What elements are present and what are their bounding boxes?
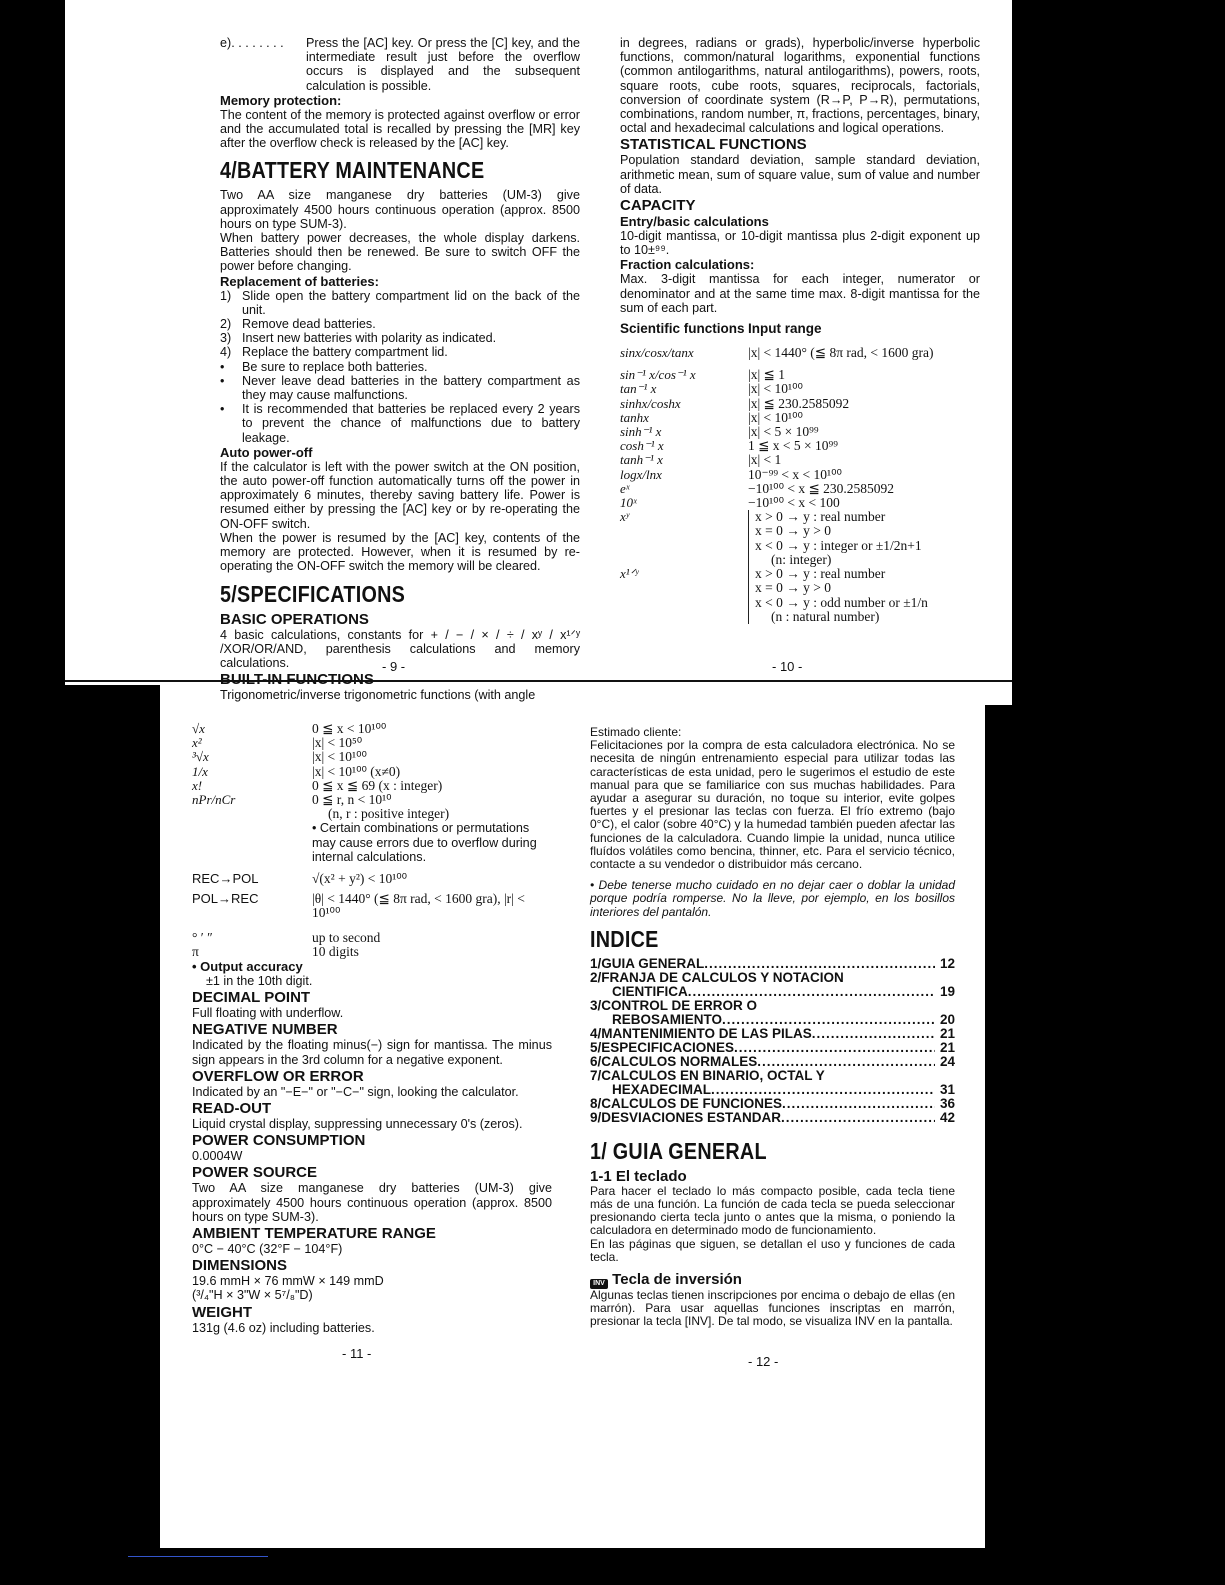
list-item: 3) Insert new batteries with polarity as indicated. [220, 331, 497, 346]
built-in-functions-text: Trigonometric/inverse trigonometric functions (with angle [220, 688, 536, 703]
decimal-point-text: Full floating with underflow. [192, 1006, 344, 1021]
toc-item[interactable]: 9/DESVIACIONES ESTANDAR ..... 42 [590, 1111, 955, 1125]
table-row-fn: √x [192, 721, 205, 736]
toc-item[interactable]: 6/CALCULOS NORMALES ..... 24 [590, 1055, 955, 1069]
col-header-input-range: Input range [748, 321, 822, 337]
list-item: 1) Slide open the battery compartment lid on the back of the unit. [220, 288, 580, 317]
inv-key-icon: INV [590, 1279, 608, 1289]
replacement-steps [220, 289, 580, 445]
care-note: • Debe tenerse mucho cuidado en no dejar caer o doblar la unidad porque podría romperse. No la lleve, por ejemplo, en los bosillos interiores del pantalón. [590, 878, 955, 919]
table-row-range: |x| < 10¹⁰⁰ (x≠0) [312, 763, 401, 779]
power-consumption-heading: POWER CONSUMPTION [192, 1132, 366, 1150]
salutation: Estimado cliente: [590, 725, 682, 739]
ambient-temperature-text: 0°C − 40°C (32°F − 104°F) [192, 1242, 343, 1257]
table-row-range: 10⁻⁹⁹ < x < 10¹⁰⁰ [748, 466, 842, 482]
table-row-range: 0 ≦ r, n < 10¹⁰ [312, 792, 392, 808]
e-item-label: e). . . . . . . . [220, 36, 284, 50]
list-item: 4) Replace the battery compartment lid. [220, 345, 448, 360]
toc-item[interactable]: CIENTIFICA ..... 19 [590, 985, 955, 999]
table-row-fn: tan⁻¹ x [620, 381, 657, 397]
table-row-range: |x| ≦ 230.2585092 [748, 395, 850, 411]
teclado-text-2: En las páginas que siguen, se detallan el uso y funciones de cada tecla. [590, 1236, 955, 1264]
dimensions-text: 19.6 mmH × 76 mmW × 149 mmD [192, 1274, 384, 1289]
statistical-functions-text: Population standard deviation, sample standard deviation, arithmetic mean, sum of square value, sum of value and number of data. [620, 153, 980, 196]
table-of-contents [590, 957, 955, 1125]
list-item: • Never leave dead batteries in the battery compartment as they may cause malfunctions. [220, 373, 580, 403]
weight-heading: WEIGHT [192, 1303, 252, 1321]
ambient-temperature-heading: AMBIENT TEMPERATURE RANGE [192, 1225, 436, 1243]
table-row-fn: ³√x [192, 749, 209, 765]
dimensions-inches: (³/₄"H × 3"W × 5⁷/₈"D) [192, 1288, 313, 1303]
functions-intro-text: in degrees, radians or grads), hyperbolic/inverse hyperbolic functions, common/natural logarithms, exponential functions (common antilogarithms, natural antilogarithms), powers, roots, square roots, cube roots, squares, reciprocals, factorials, conversion of coordinate system (R→P, P→R), permutations, combinations, random number, π, fractions, percentages, binary, octal and hexadecimal calculations and logical operations. [620, 36, 980, 136]
pol-rec-range: |θ| < 1440° (≦ 8π rad, < 1600 gra), |r| < 10¹⁰⁰ [312, 891, 525, 921]
page-10 [620, 36, 980, 624]
table-row-range: |x| < 10¹⁰⁰ [748, 409, 803, 425]
fraction-text: Max. 3-digit mantissa for each integer, numerator or denominator and at the same time max. 8-digit mantissa for the sum of each part. [620, 272, 980, 315]
table-row-fn: logx/lnx [620, 466, 662, 482]
dms-label: ° ′ ″ [192, 929, 213, 945]
left-black-border-top [0, 0, 65, 705]
e-item-text: Press the [AC] key. Or press the [C] key, and the intermediate result just before the overflow occurs is displayed and the subsequent calculation is possible. [306, 36, 580, 93]
table-row-fn: x² [192, 735, 202, 751]
battery-paragraph-2: When battery power decreases, the whole display darkens. Batteries should then be renewed. Be sure to switch OFF the power before changing. [220, 231, 580, 274]
table-row-range: |x| < 1440° (≦ 8π rad, < 1600 gra) [748, 345, 934, 361]
page-number-10: - 10 - [772, 659, 803, 674]
toc-item[interactable]: 4/MANTENIMIENTO DE LAS PILAS ..... 21 [590, 1027, 955, 1041]
power-source-text: Two AA size manganese dry batteries (UM-3) give approximately 4500 hours continuous operation (approx. 8500 hours on type SUM-3). [192, 1181, 552, 1224]
negative-number-text: Indicated by the floating minus(−) sign for mantissa. The minus sign appears in the 3rd column for a negative exponent. [192, 1038, 552, 1067]
memory-protection-text: The content of the memory is protected against overflow or error and the accumulated total is recalled by pressing the [MR] key after the overflow check is released by the [AC] key. [220, 107, 580, 151]
table-row-fn: 1/x [192, 763, 208, 779]
page-12 [590, 726, 955, 1329]
basic-operations-heading: BASIC OPERATIONS [220, 610, 369, 628]
dms-range: up to second [312, 929, 381, 945]
weight-text: 131g (4.6 oz) including batteries. [192, 1320, 375, 1335]
table-row-range: |x| < 10⁵⁰ [312, 735, 363, 751]
entry-text: 10-digit mantissa, or 10-digit mantissa plus 2-digit exponent up to 10±⁹⁹. [620, 229, 980, 258]
table-row-range: |x| < 5 × 10⁹⁹ [748, 424, 819, 440]
dimensions-heading: DIMENSIONS [192, 1257, 288, 1275]
list-item: • Be sure to replace both batteries. [220, 359, 428, 374]
right-black-border-top [1012, 0, 1225, 705]
inv-heading-row [590, 1272, 955, 1289]
toc-item[interactable]: 7/CALCULOS EN BINARIO, OCTAL Y [590, 1067, 825, 1083]
page-number-9: - 9 - [382, 659, 406, 674]
table-row-range: −10¹⁰⁰ < x ≦ 230.2585092 [748, 480, 895, 496]
specifications-heading: 5/SPECIFICATIONS [220, 580, 406, 607]
table-row-range: |x| ≦ 1 [748, 367, 785, 383]
range-table-continued [192, 722, 552, 959]
intro-text: Felicitaciones por la compra de esta calculadora electrónica. No se necesita de ningún entrenamiento especial para utilizar todas las características de esta unidad, pero le sugerimos el estudio de este manual para que se familiarice con sus muchas habilidades. Para ayudar a asegurar su duración, no toque su interior, evite golpes fuertes y el presionar las teclas con fuerza. El frío extremo (bajo 0°C), el calor (sobre 40°C) y la humedad también pueden afectar las funciones de la calculadora. Cuando limpie la unidad, nunca utilice fluídos volátiles como bencina, thinner, etc. Para el servicio técnico, contacte a su vendedor o distribuidor más cercano. [590, 738, 955, 872]
table-row-fn: nPr/nCr [192, 792, 236, 808]
overflow-heading: OVERFLOW OR ERROR [192, 1067, 364, 1085]
battery-maintenance-heading: 4/BATTERY MAINTENANCE [220, 157, 485, 184]
pi-label: π [192, 943, 199, 959]
auto-power-off-heading: Auto power-off [220, 444, 313, 460]
teclado-heading: 1-1 El teclado [590, 1167, 687, 1185]
power-conditions: x > 0 → y : real number x = 0 → y > 0 x < 0 → y : integer or ±1/2n+1 (n: integer) [748, 510, 980, 567]
fraction-heading: Fraction calculations: [620, 257, 755, 273]
statistical-functions-heading: STATISTICAL FUNCTIONS [620, 136, 807, 154]
left-black-border-bottom [0, 685, 160, 1585]
built-in-functions-heading: BUILT-IN FUNCTIONS [220, 671, 374, 689]
read-out-heading: READ-OUT [192, 1100, 272, 1118]
table-row-range: −10¹⁰⁰ < x < 100 [748, 495, 840, 511]
power-consumption-text: 0.0004W [192, 1149, 243, 1164]
table-row-range: 0 ≦ x ≦ 69 (x : integer) [312, 777, 443, 793]
basic-operations-text: 4 basic calculations, constants for + / − / × / ÷ / xʸ / x¹ᐟʸ /XOR/OR/AND, parenthesis calculations and memory calculations. [220, 627, 580, 670]
inv-text: Algunas teclas tienen inscripciones por encima o debajo de ellas (en marrón). Para usar aquellas funciones inscriptas en marrón, presionar la tecla [INV]. De tal modo, se visualiza INV en la pantalla. [590, 1288, 955, 1329]
table-row-fn: tanhx [620, 409, 649, 425]
input-range-table [620, 321, 980, 624]
teclado-text: Para hacer el teclado lo más compacto posible, cada tecla tiene más de una función. La función de cada tecla se pueda seleccionar presionando cierta tecla junto o antes que la misma, o poniendo la calculadora en determinado modo de funcionamiento. [590, 1183, 955, 1238]
toc-item[interactable]: HEXADECIMAL ..... 31 [590, 1083, 955, 1097]
indice-heading: INDICE [590, 925, 659, 952]
table-row-fn: eˣ [620, 480, 630, 496]
capacity-heading: CAPACITY [620, 197, 696, 215]
table-row-range: |x| < 1 [748, 452, 782, 468]
right-black-border-bottom [985, 705, 1225, 1585]
page-11 [192, 722, 552, 1335]
npr-note: (n, r : positive integer) [328, 806, 450, 822]
overflow-text: Indicated by an "−E−" or "−C−" sign, looking the calculator. [192, 1084, 519, 1099]
negative-number-heading: NEGATIVE NUMBER [192, 1021, 338, 1039]
inv-heading: Tecla de inversión [612, 1271, 742, 1289]
power-source-heading: POWER SOURCE [192, 1164, 318, 1182]
table-row-fn: 10ˣ [620, 495, 637, 511]
page-number-12: - 12 - [748, 1354, 779, 1369]
toc-item[interactable]: 3/CONTROL DE ERROR O [590, 997, 758, 1013]
memory-protection-heading: Memory protection: [220, 92, 342, 108]
rec-pol-label: REC→POL [192, 871, 259, 887]
root-conditions: x > 0 → y : real number x = 0 → y > 0 x < 0 → y : odd number or ±1/n (n : natural number) [748, 567, 980, 624]
read-out-text: Liquid crystal display, suppressing unnecessary 0's (zeros). [192, 1117, 523, 1132]
table-row-fn: sinhx/coshx [620, 395, 681, 411]
table-row-fn: x! [192, 777, 203, 793]
table-row-range: 0 ≦ x < 10¹⁰⁰ [312, 721, 387, 736]
root-label: x¹ᐟʸ [620, 566, 639, 582]
table-row-range: |x| < 10¹⁰⁰ [312, 749, 367, 765]
power-label: xʸ [620, 509, 630, 525]
pi-range: 10 digits [312, 943, 359, 959]
table-row-range: |x| < 10¹⁰⁰ [748, 381, 803, 397]
auto-power-off-text-2: When the power is resumed by the [AC] key, contents of the memory are protected. However, when it is resumed by re-operating the ON-OFF switch the memory will be cleared. [220, 530, 580, 574]
toc-item[interactable]: 8/CALCULOS DE FUNCIONES ..... 36 [590, 1097, 955, 1111]
toc-item[interactable]: REBOSAMIENTO ..... 20 [590, 1013, 955, 1027]
toc-item[interactable]: 2/FRANJA DE CALCULOS Y NOTACION [590, 969, 844, 985]
pol-rec-label: POL→REC [192, 891, 259, 907]
output-accuracy-heading: • Output accuracy [192, 959, 303, 975]
output-accuracy-text: ±1 in the 10th digit. [206, 974, 313, 989]
table-row-range: 1 ≦ x < 5 × 10⁹⁹ [748, 438, 838, 454]
table-row-fn: sin⁻¹ x/cos⁻¹ x [620, 367, 696, 383]
list-item: 2) Remove dead batteries. [220, 317, 376, 332]
page-9 [220, 36, 580, 702]
bottom-black-border [0, 1548, 1225, 1585]
table-row-fn: tanh⁻¹ x [620, 452, 663, 468]
replacement-heading: Replacement of batteries: [220, 273, 379, 289]
col-header-functions: Scientific functions [620, 321, 745, 337]
table-row-fn: cosh⁻¹ x [620, 438, 664, 454]
bottom-blue-rule [128, 1556, 268, 1557]
table-row-fn: sinx/cosx/tanx [620, 345, 694, 361]
rec-pol-range: √(x² + y²) < 10¹⁰⁰ [312, 871, 408, 887]
toc-item[interactable]: 1/GUIA GENERAL ..... 12 [590, 957, 955, 971]
table-row-fn: sinh⁻¹ x [620, 424, 662, 440]
guia-general-heading: 1/ GUIA GENERAL [590, 1137, 767, 1164]
entry-heading: Entry/basic calculations [620, 214, 769, 230]
decimal-point-heading: DECIMAL POINT [192, 989, 311, 1007]
page-number-11: - 11 - [342, 1346, 372, 1361]
list-item: • It is recommended that batteries be replaced every 2 years to prevent the chance of malfunctions due to battery leakage. [220, 402, 580, 445]
npr-warning: • Certain combinations or permutations may cause errors due to overflow during internal calculations. [312, 821, 537, 864]
battery-paragraph-1: Two AA size manganese dry batteries (UM-3) give approximately 4500 hours continuous operation (approx. 8500 hours on type SUM-3). [220, 188, 580, 231]
toc-item[interactable]: 5/ESPECIFICACIONES ..... 21 [590, 1041, 955, 1055]
auto-power-off-text: If the calculator is left with the power switch at the ON position, the auto power-off function automatically turns off the power in approximately 6 minutes, thereby saving battery life. Power is resumed either by pressing the [AC] key or by re-operating the ON-OFF switch. [220, 459, 580, 531]
